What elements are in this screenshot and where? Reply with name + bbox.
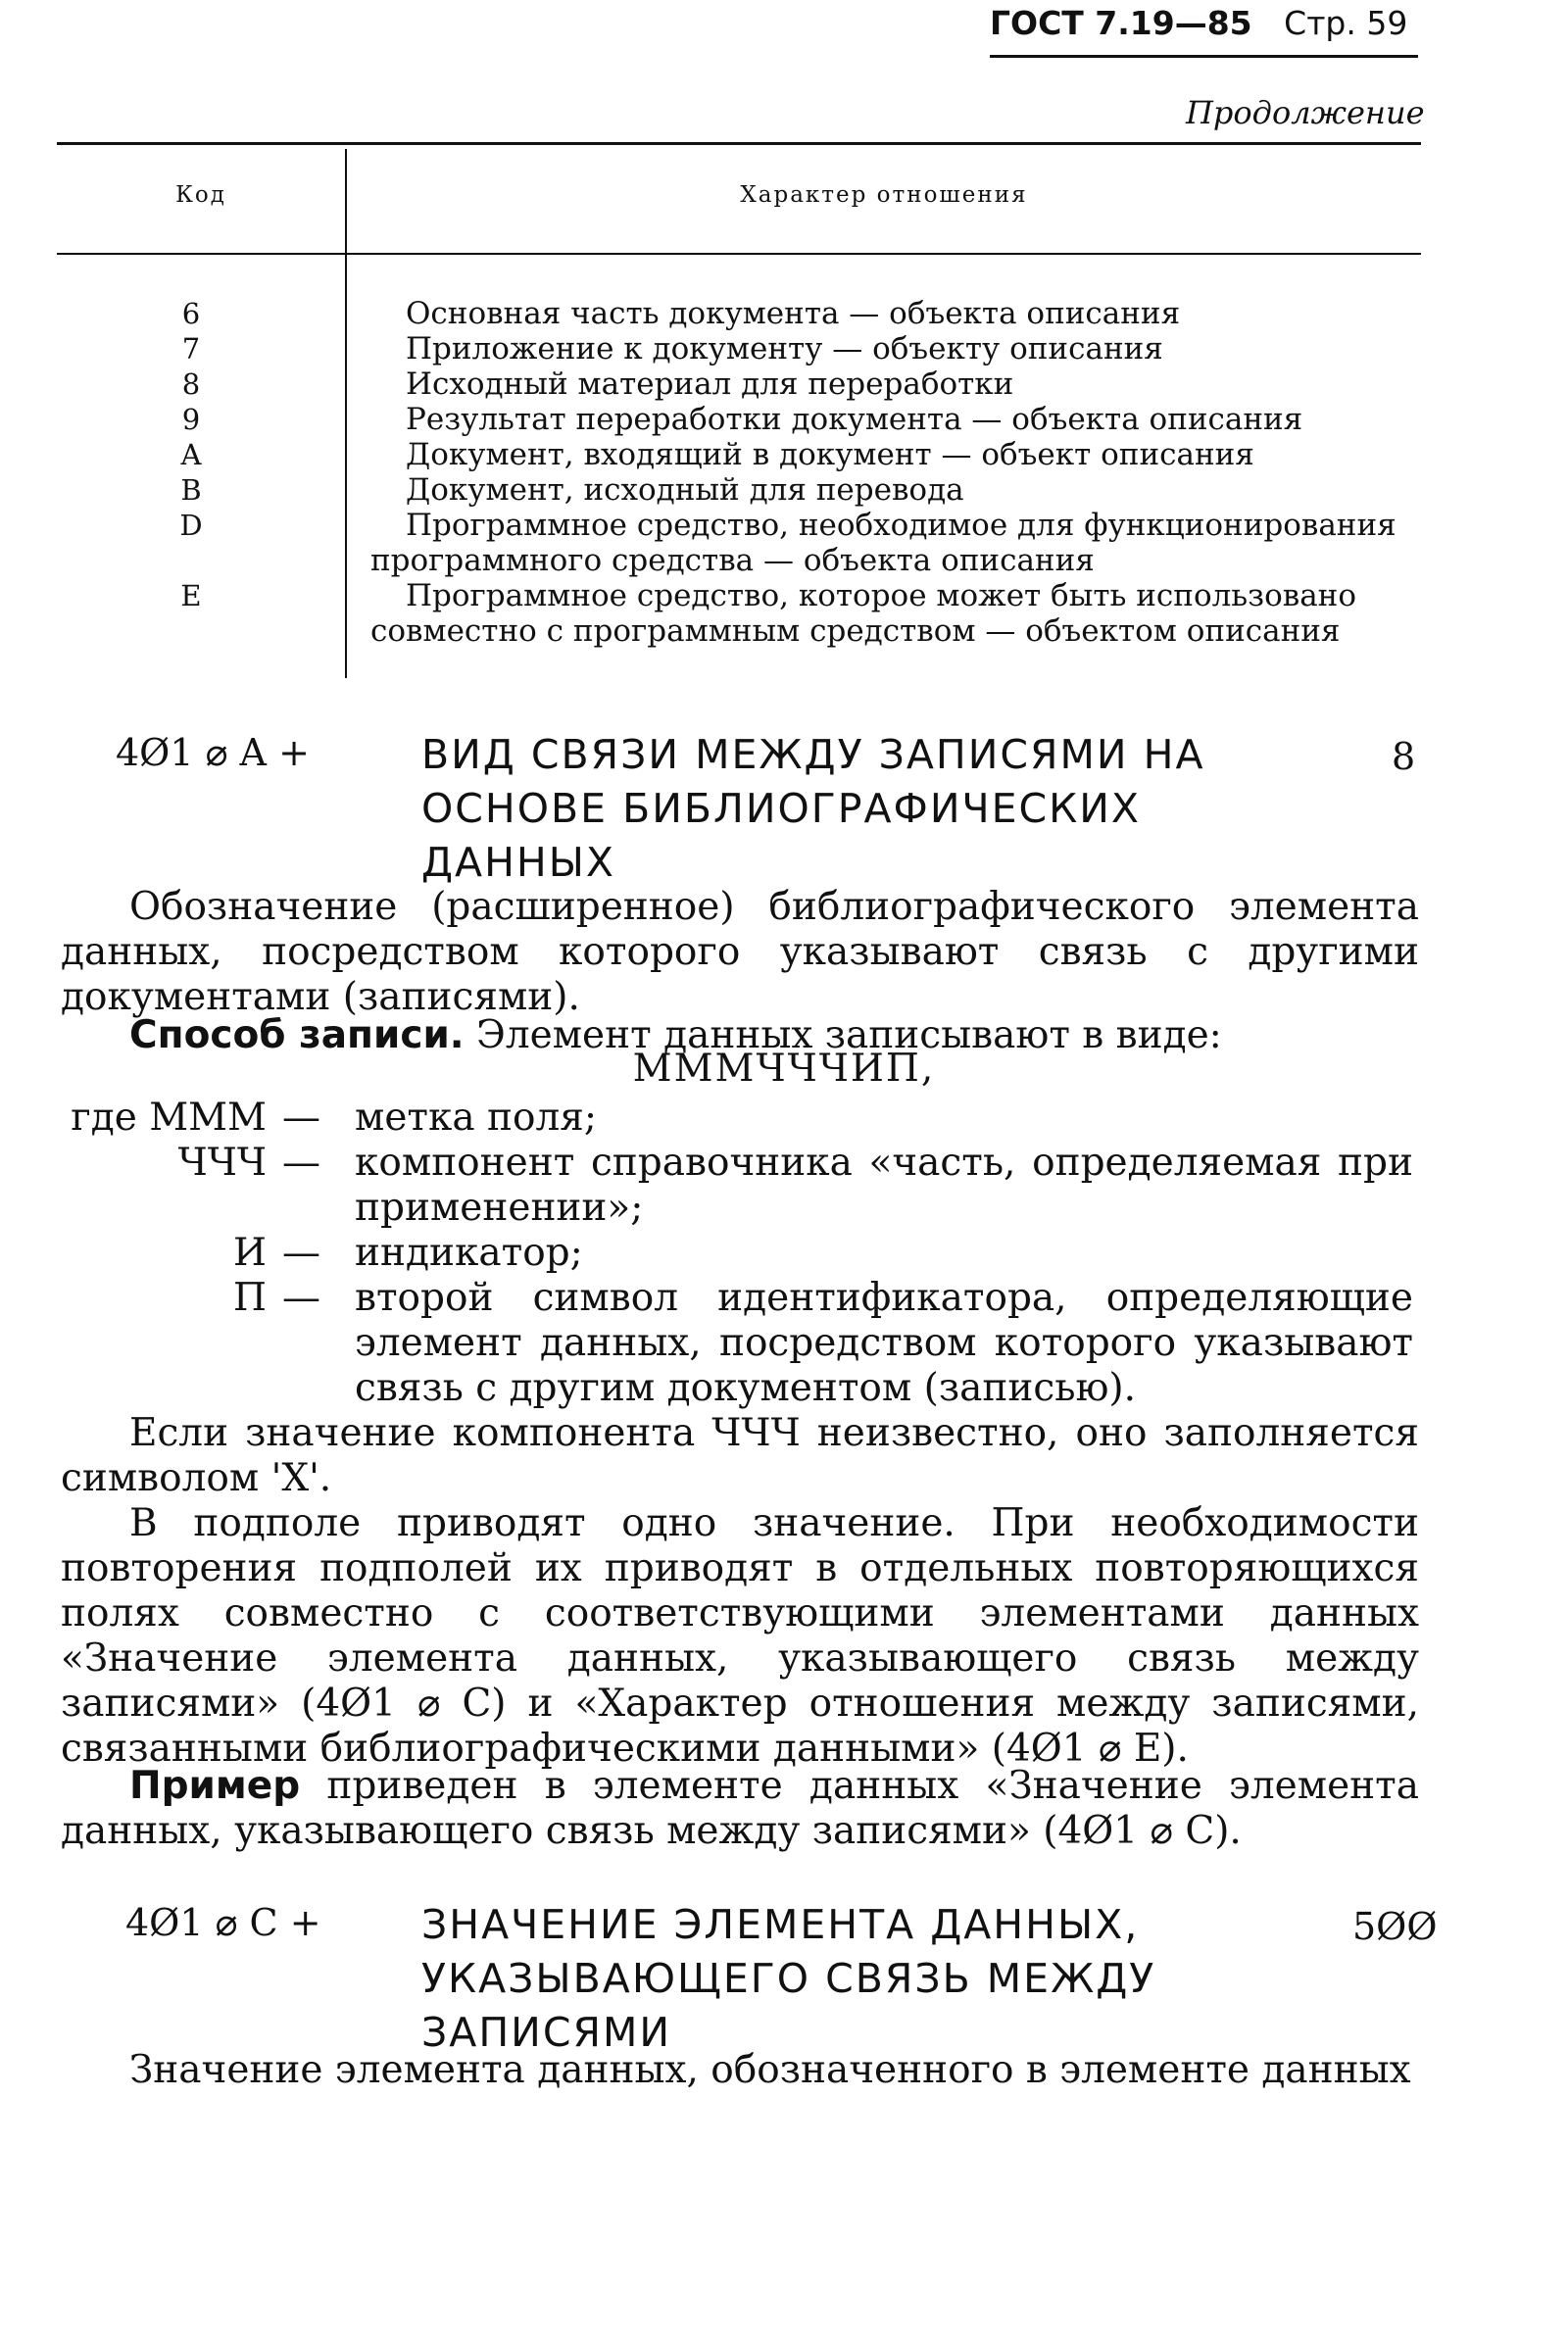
table-cell-code: E	[180, 579, 202, 612]
table-cell-code: 8	[181, 367, 201, 401]
term-description: второй символ идентификатора, определяющие элемент данных, посредством которого указывают связь с другим документом (записью).	[355, 1276, 1413, 1410]
table-cell-text: Результат переработки документа — объекта описания	[406, 402, 1303, 437]
term-definition	[61, 1096, 1419, 1141]
term-dash: —	[282, 1231, 320, 1275]
table-cell-code: A	[180, 438, 202, 471]
term-definition	[61, 1231, 1419, 1276]
section2-definition: Значение элемента данных, обозначенного в элементе данных	[129, 2048, 1411, 2092]
table-cell-code: 6	[181, 297, 201, 330]
running-header	[990, 4, 1407, 42]
term-description: метка поля;	[355, 1096, 598, 1140]
table-row	[370, 508, 1409, 578]
table-header-rule	[57, 253, 1421, 255]
section2-title-line: ЗАПИСЯМИ	[421, 2009, 671, 2056]
table-header-character: Характер отношения	[740, 182, 1028, 208]
table-code-column	[147, 296, 235, 613]
record-formula: МММЧЧЧИП,	[632, 1047, 936, 1091]
table-cell-code: B	[180, 473, 202, 507]
table-row	[370, 437, 1409, 472]
table-cell-text: Основная часть документа — объекта описания	[406, 296, 1181, 331]
section2-length: 5ØØ	[1352, 1905, 1438, 1948]
table-cell-text-continued: совместно с программным средством — объектом описания	[370, 613, 1341, 649]
table-cell-text: Программное средство, которое может быть использовано	[406, 578, 1357, 613]
standard-number: ГОСТ 7.19—85	[990, 4, 1252, 42]
table-row	[370, 472, 1409, 508]
header-rule	[990, 55, 1418, 58]
table-top-rule	[57, 142, 1421, 145]
section1-length: 8	[1392, 735, 1416, 778]
term-dash: —	[282, 1276, 320, 1320]
section1-title-line: ДАННЫХ	[421, 839, 616, 886]
term-label: где МММ	[71, 1096, 267, 1140]
section1-definition: Обозначение (расширенное) библиографического элемента данных, посредством которого указывают связь с другими документами (записями).	[61, 885, 1419, 1019]
table-text-column	[370, 296, 1409, 649]
table-row	[370, 331, 1409, 366]
method-text: Элемент данных записывают в виде:	[476, 1013, 1222, 1057]
term-label: П	[232, 1276, 267, 1320]
table-cell-text: Документ, входящий в документ — объект описания	[406, 437, 1254, 472]
term-label: ЧЧЧ	[177, 1141, 267, 1185]
section1-title	[421, 728, 1303, 890]
section2-title-line: УКАЗЫВАЮЩЕГО СВЯЗЬ МЕЖДУ	[421, 1955, 1156, 2002]
table-row	[370, 366, 1409, 402]
section1-example	[61, 1764, 1419, 1854]
term-dash: —	[282, 1096, 320, 1140]
term-label: И	[232, 1231, 267, 1275]
section2-title-line: ЗНАЧЕНИЕ ЭЛЕМЕНТА ДАННЫХ,	[421, 1901, 1140, 1948]
table-cell-text: Документ, исходный для перевода	[406, 472, 964, 508]
term-description: компонент справочника «часть, определяемая при применении»;	[355, 1141, 1413, 1230]
section2-title	[421, 1898, 1303, 2060]
section1-title-line: ОСНОВЕ БИБЛИОГРАФИЧЕСКИХ	[421, 785, 1142, 832]
section1-title-line: ВИД СВЯЗИ МЕЖДУ ЗАПИСЯМИ НА	[421, 731, 1205, 778]
table-cell-text: Исходный материал для переработки	[406, 366, 1014, 402]
example-text: приведен в элементе данных «Значение элемента данных, указывающего связь между записями» (4Ø1 ⌀ C).	[61, 1764, 1419, 1853]
term-dash: —	[282, 1141, 320, 1185]
table-row	[370, 402, 1409, 437]
continuation-label: Продолжение	[1186, 94, 1425, 131]
table-cell-code: 7	[181, 332, 201, 366]
table-cell-code: D	[179, 509, 203, 542]
section1-code: 4Ø1 ⌀ A +	[116, 731, 310, 774]
table-header-code: Код	[175, 182, 226, 208]
table-cell-code: 9	[181, 403, 201, 436]
method-label: Способ записи.	[129, 1013, 465, 1057]
table-cell-text: Программное средство, необходимое для функционирования	[406, 508, 1396, 543]
table-cell-text-continued: программного средства — объекта описания	[370, 543, 1095, 578]
term-description: индикатор;	[355, 1231, 583, 1275]
term-definition	[61, 1276, 1419, 1411]
example-label: Пример	[129, 1764, 301, 1808]
table-row	[370, 296, 1409, 331]
table-row	[370, 578, 1409, 649]
table-cell-text: Приложение к документу — объекту описания	[406, 331, 1163, 366]
section1-note-unknown: Если значение компонента ЧЧЧ неизвестно, оно заполняется символом 'X'.	[61, 1411, 1419, 1500]
section2-code: 4Ø1 ⌀ C +	[125, 1901, 321, 1944]
page-number: Стр. 59	[1284, 4, 1408, 42]
term-definition	[61, 1141, 1419, 1231]
table-column-divider	[345, 149, 347, 678]
section1-note-repeat: В подполе приводят одно значение. При необходимости повторения подполей их приводят в отдельных повторяющихся полях совместно с соответствующими элементами данных «Значение элемента данных, указывающего связь между записями» (4Ø1 ⌀ C) и «Характер отношения между записями, связанными библиографическими данными» (4Ø1 ⌀ E).	[61, 1501, 1419, 1771]
